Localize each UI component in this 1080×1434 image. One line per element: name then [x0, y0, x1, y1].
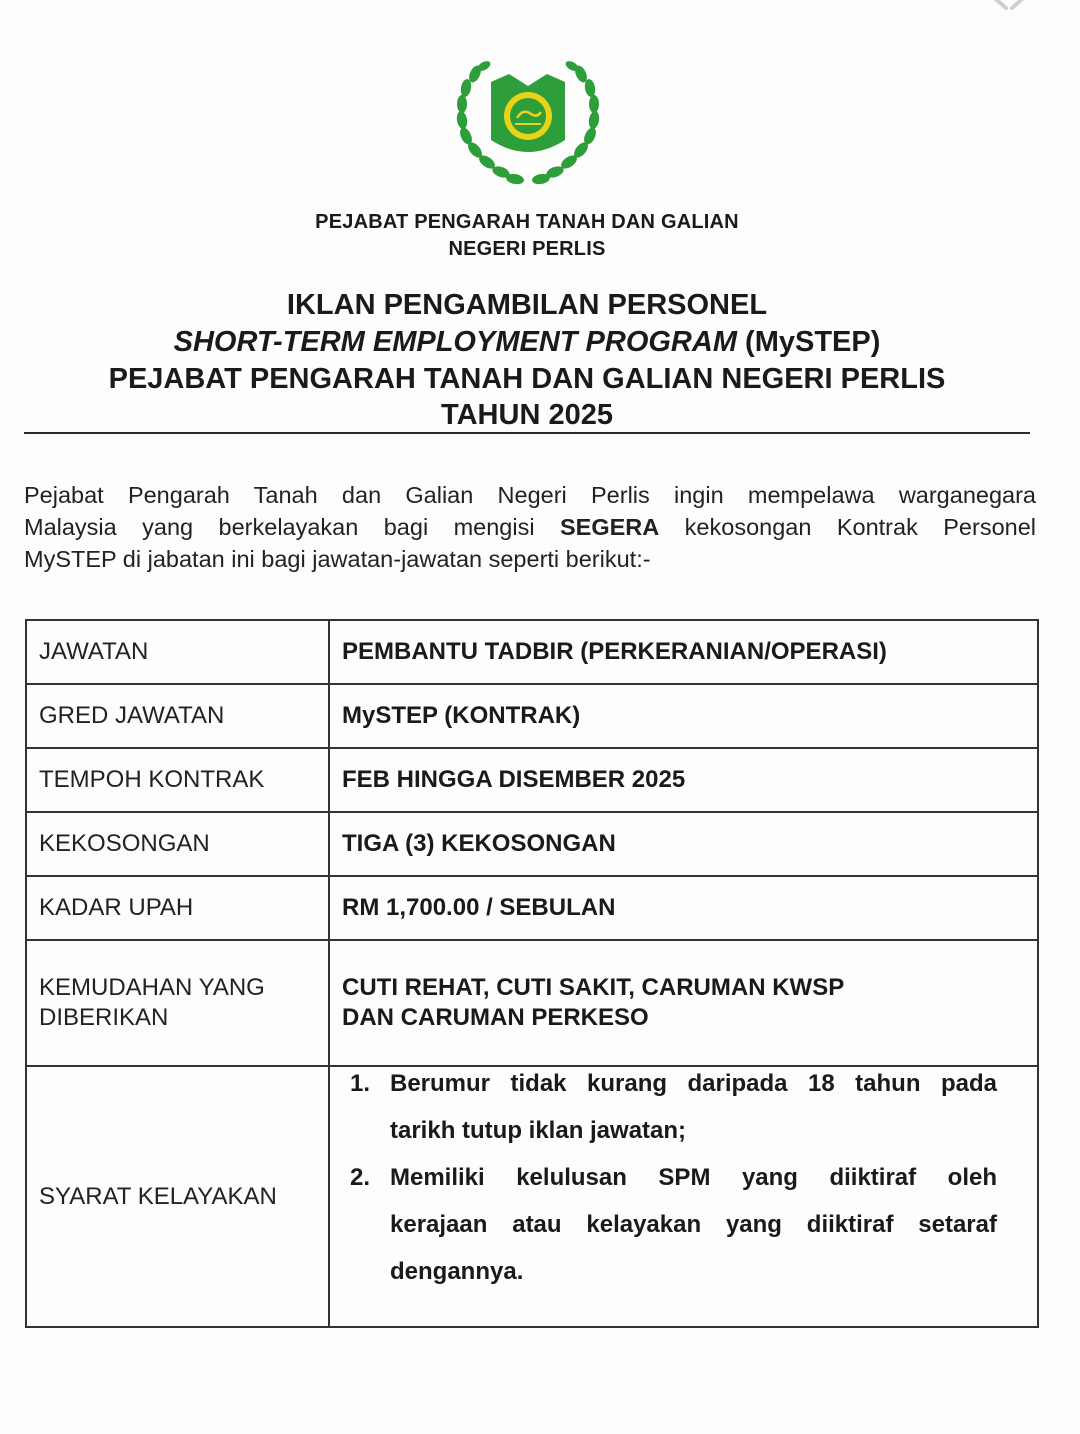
- table-row: [26, 748, 1038, 812]
- intro-line: Malaysia yang berkelayakan bagi mengisi SEGERA kekosongan Kontrak Personel: [24, 514, 1036, 540]
- table-row: [26, 876, 1038, 940]
- row-label: SYARAT KELAYAKAN: [26, 1066, 329, 1327]
- year-title: TAHUN 2025: [441, 399, 613, 431]
- row-label: TEMPOH KONTRAK: [26, 748, 329, 812]
- requirements-list-cell: [329, 1066, 1038, 1327]
- table-row: [26, 812, 1038, 876]
- intro-paragraph: [24, 479, 1036, 575]
- table-row: [26, 620, 1038, 684]
- table-row: [26, 684, 1038, 748]
- table-row: [26, 940, 1038, 1066]
- intro-line: MySTEP di jabatan ini bagi jawatan-jawatan seperti berikut:-: [24, 546, 651, 572]
- list-item: 1. Berumur tidak kurang daripada 18 tahun pada tarikh tutup iklan jawatan;: [350, 1070, 997, 1144]
- office-name-line1: PEJABAT PENGARAH TANAH DAN GALIAN: [315, 211, 739, 233]
- row-value: CUTI REHAT, CUTI SAKIT, CARUMAN KWSP DAN CARUMAN PERKESO: [329, 940, 1038, 1066]
- row-label: KEKOSONGAN: [26, 812, 329, 876]
- row-label: KEMUDAHAN YANG DIBERIKAN: [26, 940, 329, 1066]
- office-name-line2: NEGERI PERLIS: [448, 238, 606, 260]
- row-value: MySTEP (KONTRAK): [329, 684, 1038, 748]
- row-label: JAWATAN: [26, 620, 329, 684]
- row-label: KADAR UPAH: [26, 876, 329, 940]
- table-row: [26, 1066, 1038, 1327]
- row-value: PEMBANTU TADBIR (PERKERANIAN/OPERASI): [329, 620, 1038, 684]
- row-value: RM 1,700.00 / SEBULAN: [329, 876, 1038, 940]
- row-value: FEB HINGGA DISEMBER 2025: [329, 748, 1038, 812]
- program-title: SHORT-TERM EMPLOYMENT PROGRAM (MySTEP): [173, 326, 881, 358]
- row-value: TIGA (3) KEKOSONGAN: [329, 812, 1038, 876]
- close-icon[interactable]: [984, 0, 1034, 14]
- perlis-emblem-logo: [453, 52, 603, 188]
- list-item: 2. Memiliki kelulusan SPM yang diiktiraf oleh kerajaan atau kelayakan yang diiktiraf setaraf dengannya.: [350, 1164, 997, 1285]
- ad-title: IKLAN PENGAMBILAN PERSONEL: [286, 289, 768, 321]
- department-title: PEJABAT PENGARAH TANAH DAN GALIAN NEGERI PERLIS: [108, 363, 946, 395]
- requirements-list: [330, 1060, 1037, 1295]
- title-divider: [24, 432, 1030, 434]
- row-label: GRED JAWATAN: [26, 684, 329, 748]
- job-details-table: [25, 619, 1039, 1328]
- intro-line: Pejabat Pengarah Tanah dan Galian Negeri Perlis ingin mempelawa warganegara: [24, 482, 1036, 508]
